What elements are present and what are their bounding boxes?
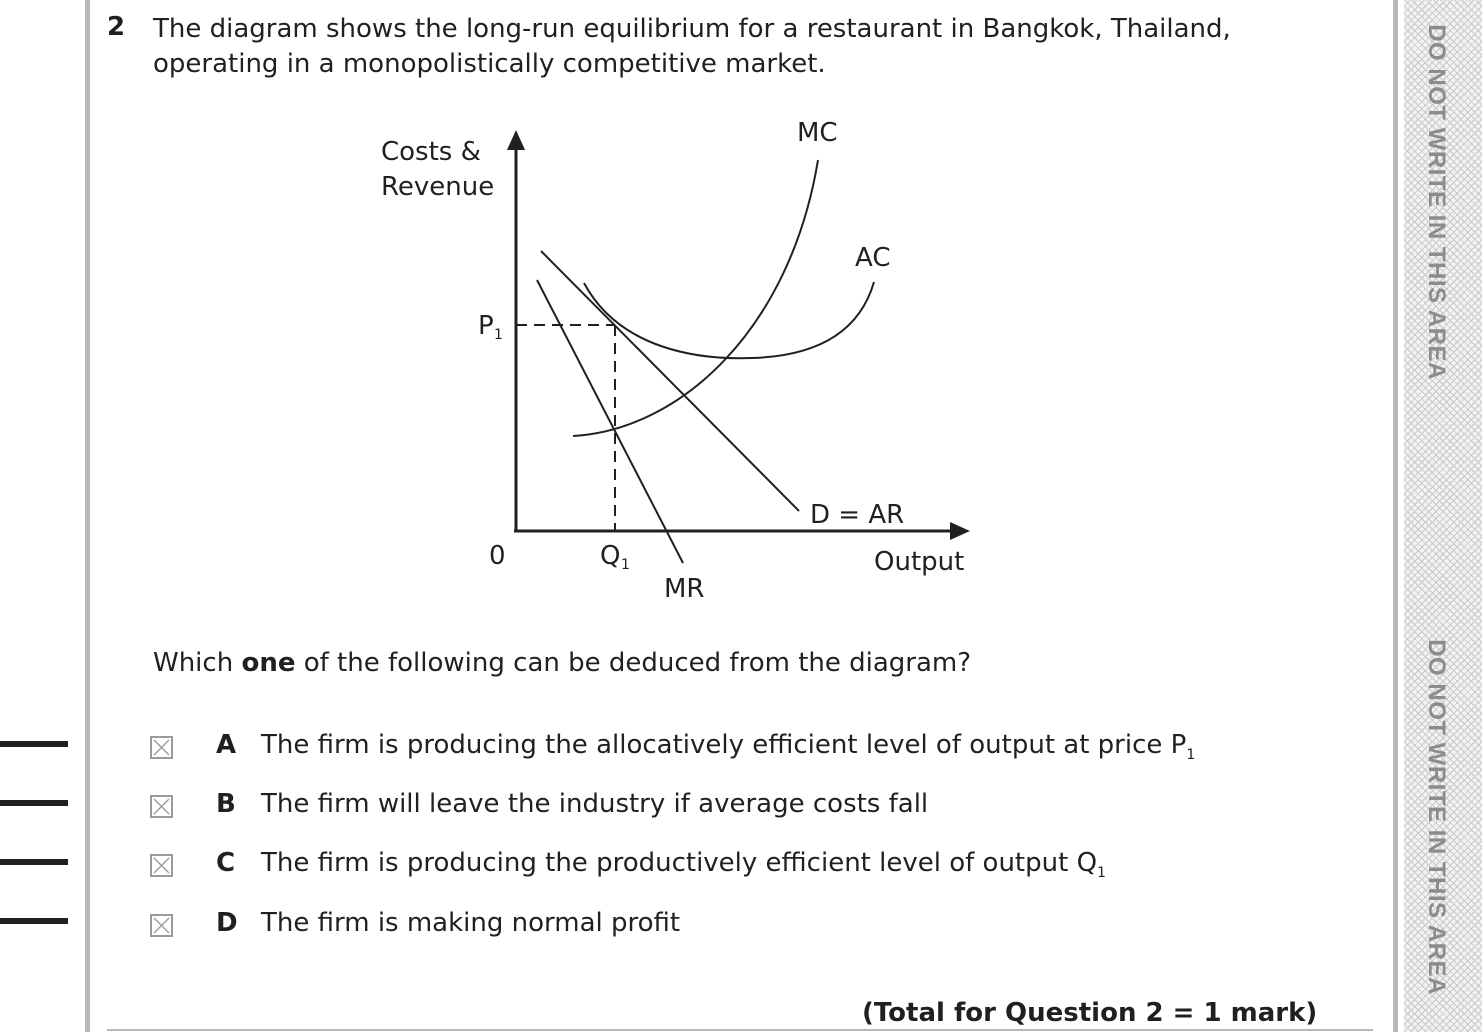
- stem-line: The diagram shows the long-run equilibrium for a restaurant in Bangkok, Thailand,: [153, 14, 1231, 44]
- question-prompt: [153, 648, 971, 678]
- option-letter: A: [216, 730, 237, 760]
- option-b: [150, 789, 1250, 829]
- option-text: [261, 730, 1195, 763]
- price-subscript: 1: [494, 327, 503, 343]
- ac-label: AC: [855, 243, 891, 273]
- quantity-label: Q: [600, 541, 621, 571]
- y-axis-label: Revenue: [381, 172, 495, 202]
- x-axis-label: Output: [874, 547, 965, 577]
- crossed-box-icon: [152, 797, 171, 816]
- mc-curve: [573, 160, 818, 436]
- option-c-checkbox[interactable]: [150, 854, 173, 877]
- option-text-body: The firm is producing the allocatively efficient level of output at price P: [261, 730, 1187, 760]
- option-subscript: 1: [1186, 747, 1196, 763]
- quantity-subscript: 1: [621, 557, 630, 573]
- demand-ar-label: D = AR: [810, 500, 905, 530]
- crossed-box-icon: [152, 916, 171, 935]
- option-text-body: The firm will leave the industry if average costs fall: [261, 789, 929, 819]
- x-axis-arrowhead-icon: [950, 522, 970, 540]
- option-letter: C: [216, 848, 236, 878]
- question-number: 2: [107, 12, 126, 42]
- option-text: [261, 789, 928, 819]
- margin-notice-top: DO NOT WRITE IN THIS AREA: [1423, 24, 1450, 380]
- option-d-checkbox[interactable]: [150, 914, 173, 937]
- crossed-box-icon: [152, 738, 171, 757]
- mc-label: MC: [797, 118, 838, 148]
- crossed-box-icon: [152, 856, 171, 875]
- total-marks: (Total for Question 2 = 1 mark): [862, 998, 1318, 1028]
- price-label: P: [478, 311, 494, 341]
- mr-label: MR: [664, 574, 705, 604]
- demand-ar-line: [541, 251, 799, 511]
- option-a-checkbox[interactable]: [150, 736, 173, 759]
- prompt-text: of the following can be deduced from the diagram?: [295, 648, 972, 678]
- option-text-body: The firm is making normal profit: [261, 908, 681, 938]
- option-d: [150, 908, 1250, 948]
- bottom-rule: [107, 1029, 1373, 1031]
- option-text: [261, 848, 1106, 881]
- stem-line: operating in a monopolistically competitive market.: [153, 49, 826, 79]
- option-text-body: The firm is producing the productively efficient level of output Q: [261, 848, 1098, 878]
- prompt-text: Which: [153, 648, 242, 678]
- option-a: [150, 730, 1250, 770]
- option-text: [261, 908, 680, 938]
- y-axis-label: Costs &: [381, 137, 481, 167]
- option-c: [150, 848, 1250, 888]
- ac-curve: [584, 282, 874, 358]
- origin-label: 0: [489, 541, 506, 571]
- option-b-checkbox[interactable]: [150, 795, 173, 818]
- margin-notice-bottom: DO NOT WRITE IN THIS AREA: [1423, 639, 1450, 995]
- option-letter: B: [216, 789, 236, 819]
- y-axis-arrowhead-icon: [507, 130, 525, 150]
- option-letter: D: [216, 908, 238, 938]
- mr-line: [537, 280, 683, 563]
- option-subscript: 1: [1097, 865, 1106, 881]
- prompt-emphasis: one: [241, 648, 296, 678]
